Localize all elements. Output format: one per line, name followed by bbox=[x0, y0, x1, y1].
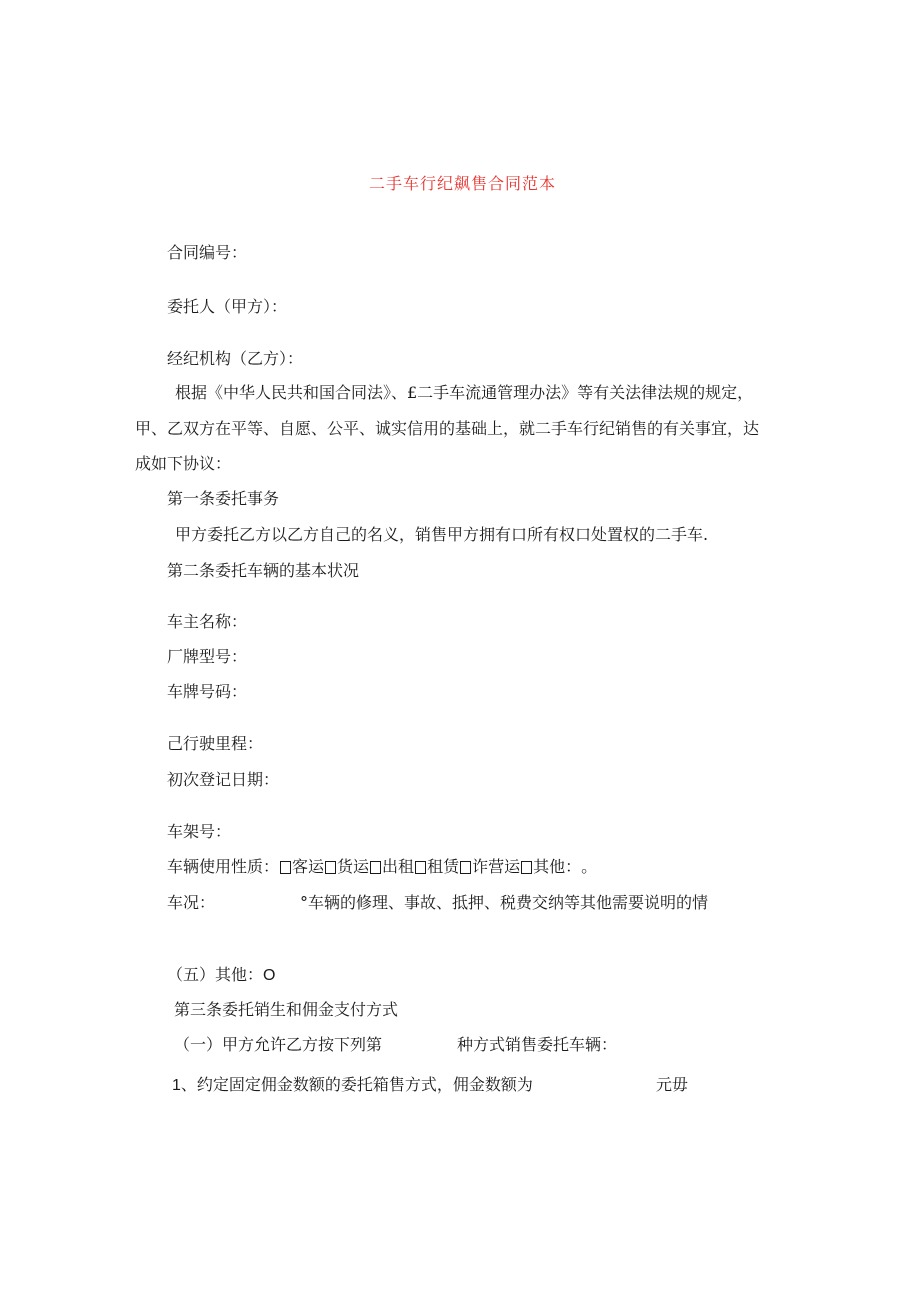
usage-option-other: 其他： bbox=[533, 857, 574, 876]
condition-text: °车辆的修理、事故、抵押、税费交纳等其他需要说明的情 bbox=[300, 893, 709, 912]
usage-option-non-operating: 诈营运 bbox=[472, 857, 521, 876]
item-1-text: 、约定固定佣金数额的委托箱售方式，佣金数额为 bbox=[180, 1075, 533, 1094]
checkbox-rental[interactable] bbox=[415, 861, 426, 874]
vin-label: 车架号： bbox=[167, 822, 232, 841]
usage-option-taxi: 出租 bbox=[382, 857, 415, 876]
condition-label: 车况： bbox=[167, 893, 216, 912]
article-1-heading: 第一条委托事务 bbox=[167, 489, 280, 508]
brand-model-label: 厂牌型号： bbox=[167, 647, 248, 666]
other-value: O bbox=[263, 967, 276, 984]
mileage-label: 己行驶里程： bbox=[167, 734, 264, 753]
usage-option-rental: 租赁 bbox=[427, 857, 460, 876]
intro-paragraph-line-3: 成如下协议： bbox=[135, 454, 232, 473]
intro-paragraph-line-1: 根据《中华人民共和国合同法》、£二手车流通管理办法》等有关法律法规的规定， bbox=[175, 383, 754, 402]
item-1-unit: 元毋 bbox=[656, 1075, 689, 1094]
plate-number-label: 车牌号码： bbox=[167, 682, 248, 701]
other-row bbox=[167, 965, 275, 986]
contract-number-label: 合同编号： bbox=[167, 243, 248, 262]
checkbox-taxi[interactable] bbox=[370, 861, 381, 874]
page-title: 二手车行纪飙售合同范本 bbox=[369, 174, 557, 193]
item-1-number: 1 bbox=[172, 1077, 181, 1094]
checkbox-freight[interactable] bbox=[325, 861, 336, 874]
vehicle-usage-label: 车辆使用性质： bbox=[167, 857, 280, 876]
client-party-a-label: 委托人（甲方）： bbox=[167, 297, 288, 316]
checkbox-other[interactable] bbox=[521, 861, 532, 874]
sales-method-line-end: 种方式销售委托车辆： bbox=[457, 1035, 618, 1054]
other-label: （五）其他： bbox=[167, 965, 264, 984]
first-registration-date-label: 初次登记日期： bbox=[167, 770, 280, 789]
article-2-heading: 第二条委托车辆的基本状况 bbox=[167, 561, 360, 580]
checkbox-non-operating[interactable] bbox=[460, 861, 471, 874]
sales-method-line-start: （一）甲方允许乙方按下列第 bbox=[174, 1035, 383, 1054]
usage-option-passenger: 客运 bbox=[292, 857, 325, 876]
vehicle-usage-row bbox=[167, 857, 597, 877]
owner-name-label: 车主名称： bbox=[167, 612, 248, 631]
broker-party-b-label: 经纪机构（乙方）： bbox=[167, 349, 304, 368]
article-1-body: 甲方委托乙方以乙方自己的名义，销售甲方拥有口所有权口处置权的二手车. bbox=[175, 525, 709, 544]
checkbox-passenger[interactable] bbox=[280, 861, 291, 874]
usage-end-mark: 。 bbox=[581, 857, 598, 876]
item-1-row bbox=[172, 1075, 533, 1096]
article-3-heading: 第三条委托销生和佣金支付方式 bbox=[174, 1000, 399, 1019]
usage-option-freight: 货运 bbox=[337, 857, 370, 876]
intro-paragraph-line-2: 甲、乙双方在平等、自愿、公平、诚实信用的基础上，就二手车行纪销售的有关事宜，达 bbox=[135, 419, 760, 438]
